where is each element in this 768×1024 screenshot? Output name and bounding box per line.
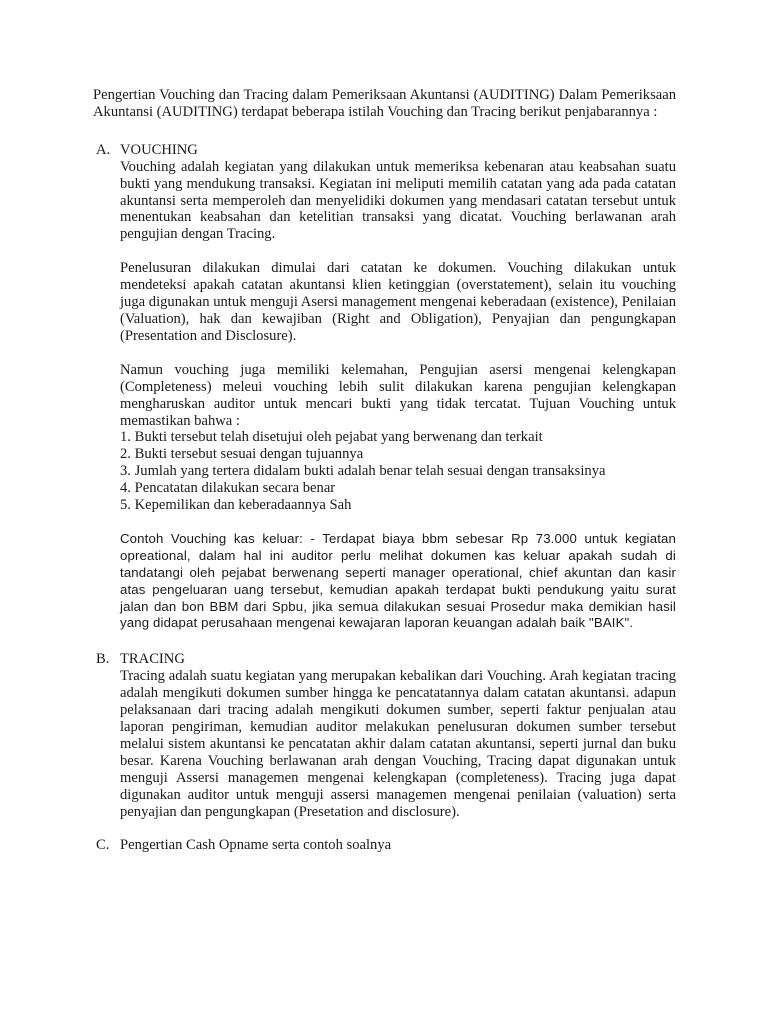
section-heading: TRACING — [120, 651, 185, 668]
vouching-definition: Vouching adalah kegiatan yang dilakukan untuk memeriksa kebenaran atau keabsahan suatu bukti yang mendukung transaksi. Kegiatan ini meliputi memilih catatan yang ada pada catatan akuntansi serta memperoleh dan menyelidiki dokumen yang mendasari catatan tersebut untuk menentukan keabsahan dan ketelitian transaksi yang dicatat. Vouching berlawanan arah pengujian dengan Tracing. — [120, 158, 676, 243]
vouching-purpose-list — [120, 429, 676, 514]
section-cash-opname — [93, 837, 676, 854]
vouching-tracking-paragraph: Penelusuran dilakukan dimulai dari catatan ke dokumen. Vouching dilakukan untuk mendeteksi apakah catatan akuntansi klien ketinggian (overstatement), selain itu vouching juga digunakan untuk menguji Asersi management mengenai keberadaan (existence), Penilaian (Valuation), hak dan kewajiban (Right and Obligation), Penyajian dan pengungkapan (Presentation and Disclosure). — [120, 260, 676, 344]
list-item: 2. Bukti tersebut sesuai dengan tujuannya — [120, 446, 364, 463]
section-gap — [93, 820, 676, 837]
vouching-weakness-paragraph: Namun vouching juga memiliki kelemahan, Pengujian asersi mengenai kelengkapan (Completeness) meleui vouching lebih sulit dilakukan karena pengujian kelengkapan mengharuskan auditor untuk mencari bukti yang tidak tercatat. Tujuan Vouching untuk memastikan bahwa : — [120, 361, 676, 429]
list-item: 3. Jumlah yang tertera didalam bukti adalah benar telah sesuai dengan transaksinya — [120, 463, 606, 480]
section-heading: Pengertian Cash Opname serta contoh soalnya — [120, 837, 392, 854]
paragraph-gap — [120, 243, 676, 260]
list-item: 4. Pencatatan dilakukan secara benar — [120, 480, 336, 497]
section-heading: VOUCHING — [120, 141, 198, 158]
section-marker: A. — [96, 141, 111, 158]
section-tracing — [93, 651, 676, 820]
section-marker: C. — [96, 837, 110, 854]
section-vouching — [93, 142, 676, 633]
tracing-paragraph: Tracing adalah suatu kegiatan yang merupakan kebalikan dari Vouching. Arah kegiatan tracing adalah mengikuti dokumen sumber hingga ke pencatatannya dalam catatan akuntansi. adapun pelaksanaan dari tracing adalah mengikuti dokumen sumber, seperti faktur penjualan atau laporan pengiriman, kemudian auditor melakukan penelusuran dokumen sumber tersebut melalui sistem akuntansi ke pencatatan akhir dalam catatan akuntansi, seperti jurnal dan buku besar. Karena Vouching berlawanan arah dengan Vouching, Tracing dapat digunakan untuk menguji Assersi managemen mengenai kelengkapan (completeness). Tracing juga dapat digunakan auditor untuk menguji assersi managemen mengenai penilaian (valuation) serta penyajian dan pengungkapan (Presetation and disclosure). — [120, 668, 676, 820]
vouching-example-paragraph: Contoh Vouching kas keluar: - Terdapat biaya bbm sebesar Rp 73.000 untuk kegiatan opreational, dalam hal ini auditor perlu melihat dokumen kas keluar apakah sudah di tandatangi oleh pejabat berwenang seperti manager operational, chief akuntan dan kasir atas pengeluaran uang tersebut, kemudian apakah terdapat bukti pendukung yaitu surat jalan dan bon BBM dari Spbu, jika semua dilakukan sesuai Prosedur maka demikian hasil yang didapat perusahaan mengenai kewajaran laporan keuangan adalah baik "BAIK". — [120, 530, 676, 631]
list-item: 1. Bukti tersebut telah disetujui oleh pejabat yang berwenang dan terkait — [120, 429, 543, 446]
paragraph-gap — [120, 514, 676, 531]
intro-paragraph: Pengertian Vouching dan Tracing dalam Pemeriksaan Akuntansi (AUDITING) Dalam Pemeriksaan Akuntansi (AUDITING) terdapat beberapa istilah Vouching dan Tracing berikut penjabarannya : — [93, 87, 676, 120]
list-item: 5. Kepemilikan dan keberadaannya Sah — [120, 497, 352, 514]
section-gap — [93, 632, 676, 651]
section-marker: B. — [96, 651, 110, 668]
paragraph-gap — [120, 345, 676, 362]
